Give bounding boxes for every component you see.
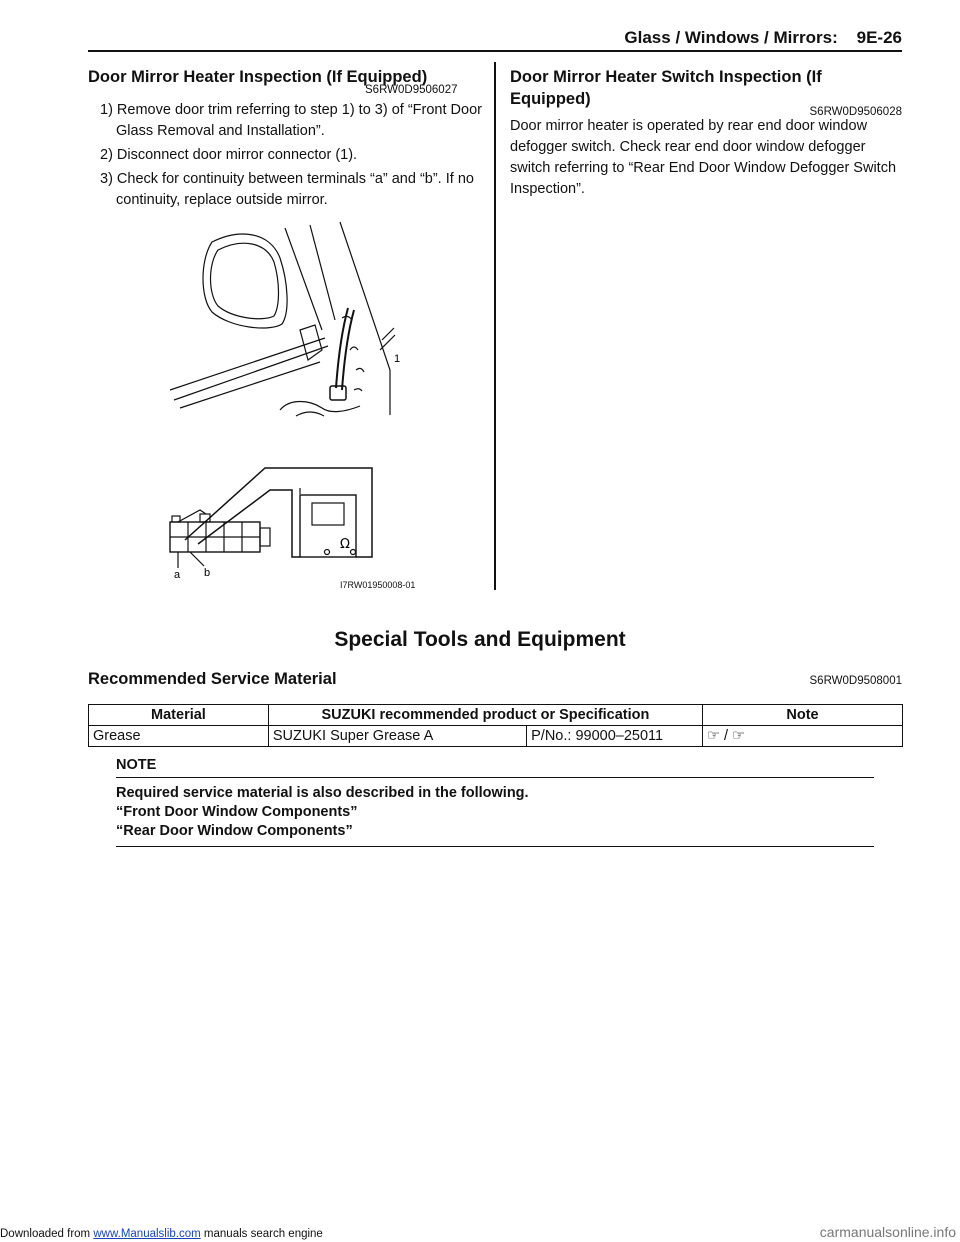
header-material: Material bbox=[89, 705, 269, 726]
step-item: 3) Check for continuity between terminals “a” and “b”. If no continuity, replace outside mirror. bbox=[100, 171, 474, 208]
note-line: Required service material is also described in the following. bbox=[116, 785, 529, 801]
title-line-2: Equipped) bbox=[510, 90, 591, 108]
figure-drawing bbox=[150, 220, 480, 590]
probe-jack bbox=[325, 550, 330, 555]
section-code: S6RW0D9506027 bbox=[365, 84, 458, 96]
manualslib-link[interactable]: www.Manualslib.com bbox=[93, 1228, 201, 1240]
footer-suffix: manuals search engine bbox=[203, 1228, 323, 1240]
trim-clips bbox=[280, 402, 360, 412]
step-item: 1) Remove door trim referring to step 1) to 3) of “Front Door Glass Removal and Installation”. bbox=[100, 102, 482, 139]
probe-wire bbox=[198, 490, 300, 557]
header-rule bbox=[88, 50, 902, 52]
note-bottom-rule bbox=[116, 846, 874, 847]
column-divider bbox=[494, 62, 496, 590]
connector-1 bbox=[330, 386, 346, 400]
probe-jack bbox=[351, 550, 356, 555]
steps-list bbox=[100, 100, 485, 214]
cell-part-no: P/No.: 99000–25011 bbox=[527, 726, 703, 747]
step-item: 2) Disconnect door mirror connector (1). bbox=[100, 147, 358, 163]
section-code: S6RW0D9506028 bbox=[809, 106, 902, 118]
note-label: NOTE bbox=[116, 757, 157, 773]
service-material-table bbox=[88, 704, 903, 747]
subsection-code: S6RW0D9508001 bbox=[809, 675, 902, 687]
section-title-mirror-heater: Door Mirror Heater Inspection (If Equipped) bbox=[88, 68, 428, 86]
mirror-glass bbox=[211, 243, 279, 319]
footer-prefix: Downloaded from bbox=[0, 1228, 91, 1240]
ohmmeter-display bbox=[312, 503, 344, 525]
section-title-heater-switch bbox=[510, 66, 822, 110]
table-header-row bbox=[89, 705, 903, 726]
table-row bbox=[89, 726, 903, 747]
ohm-symbol: Ω bbox=[340, 537, 350, 552]
door-belt-line bbox=[170, 338, 325, 390]
header-note: Note bbox=[703, 705, 903, 726]
cell-material: Grease bbox=[89, 726, 269, 747]
figure-code: I7RW01950008-01 bbox=[340, 580, 416, 590]
label-b: b bbox=[204, 567, 211, 579]
page-title: Glass / Windows / Mirrors: 9E-26 bbox=[624, 28, 902, 47]
cell-product: SUZUKI Super Grease A bbox=[268, 726, 526, 747]
door-belt-line bbox=[174, 346, 328, 400]
note-body bbox=[116, 784, 529, 841]
footer-download-line bbox=[0, 1228, 323, 1240]
label-a: a bbox=[174, 569, 181, 581]
label-1: 1 bbox=[394, 353, 401, 365]
mirror-connector-figure bbox=[150, 220, 480, 590]
subsection-title: Recommended Service Material bbox=[88, 670, 337, 688]
section-body-text: Door mirror heater is operated by rear end door window defogger switch. Check rear end door window defogger switch referring to “Rear End Door Window Defogger Switch Inspection”. bbox=[510, 118, 897, 197]
door-frame-line bbox=[285, 228, 322, 330]
note-top-rule bbox=[116, 777, 874, 778]
watermark: carmanualsonline.info bbox=[819, 1224, 956, 1240]
chapter-title: Special Tools and Equipment bbox=[334, 628, 626, 651]
note-line: “Front Door Window Components” bbox=[116, 804, 358, 820]
note-line: “Rear Door Window Components” bbox=[116, 823, 353, 839]
title-line-1: Door Mirror Heater Switch Inspection (If bbox=[510, 68, 822, 86]
door-frame-line bbox=[340, 222, 390, 415]
cell-note: ☞ / ☞ bbox=[703, 726, 903, 747]
header-product: SUZUKI recommended product or Specification bbox=[268, 705, 702, 726]
